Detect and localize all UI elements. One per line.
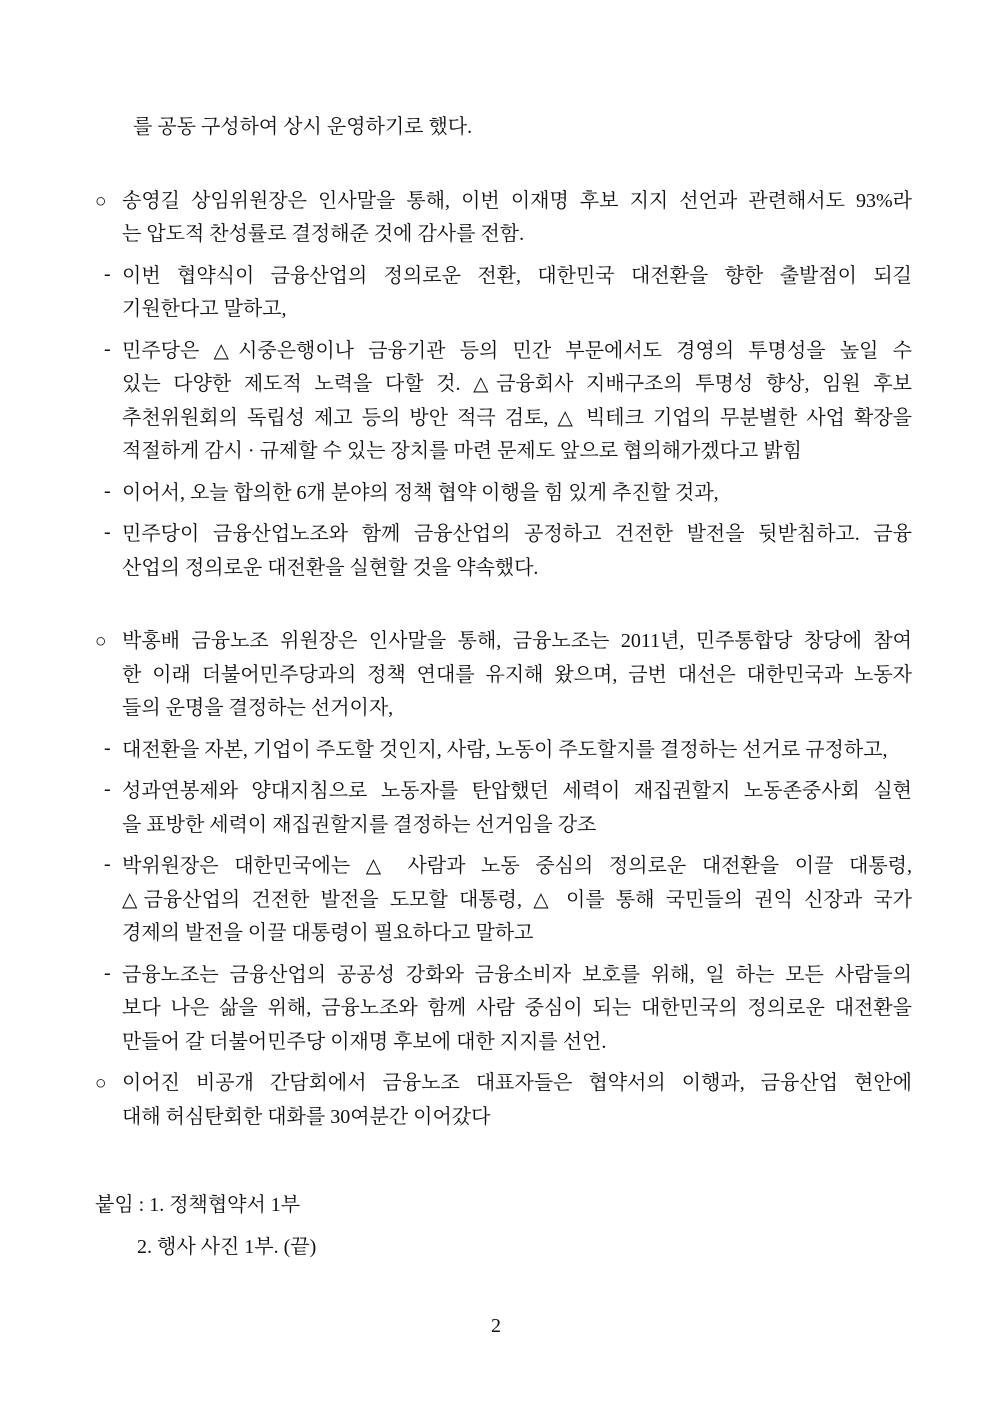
dash-bullet: - (104, 961, 111, 984)
dash-bullet: - (104, 853, 111, 875)
fair-development-promise (104, 518, 912, 585)
text-line: 을 표방한 세력이 재집권할지를 결정하는 선거임을 강조 (122, 813, 597, 836)
president-needed-statement (104, 850, 912, 951)
dash-bullet: - (104, 262, 111, 285)
text-line: 적절하게 감시 · 규제할 수 있는 장치를 마련 문제도 앞으로 협의해가겠다고 밝힘 (122, 440, 802, 462)
text-line: 산업의 정의로운 대전환을 실현할 것을 약속했다. (122, 556, 539, 579)
attachment-line-1 (95, 1189, 912, 1223)
dash-bullet: - (104, 479, 111, 502)
song-youngkil-remarks (95, 185, 912, 252)
text-line: 박위원장은 대한민국에는 △ 사람과 노동 중심의 정의로운 대전환을 이끌 대통령, (122, 855, 912, 877)
six-policy-areas-pledge (104, 477, 912, 511)
text-line: 한 이래 더불어민주당과의 정책 연대를 유지해 왔으며, 금번 대선은 대한민국과 노동자 (122, 663, 912, 686)
democratic-party-measures (104, 335, 912, 469)
dash-bullet: - (104, 778, 111, 800)
text-line: 있는 다양한 제도적 노력을 다할 것. △금융회사 지배구조의 투명성 향상, 임원 후보 (122, 373, 912, 395)
attachment-line-2 (137, 1231, 912, 1265)
text-line: 금융노조는 금융산업의 공공성 강화와 금융소비자 보호를 위해, 일 하는 모든 사람들의 (122, 963, 912, 986)
agreement-ceremony-hope (104, 260, 912, 327)
carryover-sentence (133, 111, 912, 145)
regime-election-emphasis (104, 775, 912, 842)
text-line: △금융산업의 건전한 발전을 도모할 대통령, △ 이를 통해 국민들의 권익 신장과 국가 (122, 888, 912, 911)
circle-bullet: ○ (95, 631, 107, 652)
transition-election-definition (104, 734, 912, 768)
dash-bullet: - (104, 521, 111, 543)
text-line: 대해 허심탄회한 대화를 30여분간 이어갔다 (122, 1105, 491, 1128)
dash-bullet: - (104, 736, 111, 759)
text-line: 이번 협약식이 금융산업의 정의로운 전환, 대한민국 대전환을 향한 출발점이 되길 (122, 264, 912, 287)
text-line: 이어서, 오늘 합의한 6개 분야의 정책 협약 이행을 힘 있게 추진할 것과, (122, 481, 719, 504)
text-line: 송영길 상임위원장은 인사말을 통해, 이번 이재명 후보 지지 선언과 관련해서도 93%라 (122, 189, 912, 212)
private-meeting-paragraph (95, 1067, 912, 1134)
text-line: 는 압도적 찬성률로 결정해준 것에 감사를 전함. (122, 223, 525, 245)
dash-bullet: - (104, 337, 111, 360)
text-line: 대전환을 자본, 기업이 주도할 것인지, 사람, 노동이 주도할지를 결정하는 선거로 규정하고, (122, 738, 888, 761)
text-line: 기원한다고 말하고, (122, 298, 287, 320)
text-line: 경제의 발전을 이끌 대통령이 필요하다고 말하고 (122, 922, 534, 944)
text-line: 박홍배 금융노조 위원장은 인사말을 통해, 금융노조는 2011년, 민주통합당 창당에 참여 (122, 630, 912, 652)
text-line: 들의 운명을 결정하는 선거이자, (122, 697, 394, 719)
text-line: 이어진 비공개 간담회에서 금융노조 대표자들은 협약서의 이행과, 금융산업 현안에 (122, 1072, 912, 1094)
text-line: 보다 나은 삶을 위해, 금융노조와 함께 사람 중심이 되는 대한민국의 정의로운 대전환을 (122, 997, 912, 1019)
text-line: 민주당은 △시중은행이나 금융기관 등의 민간 부문에서도 경영의 투명성을 높일 수 (122, 339, 912, 362)
text-line: 2. 행사 사진 1부. (끝) (137, 1235, 317, 1258)
text-line: 만들어 갈 더불어민주당 이재명 후보에 대한 지지를 선언. (122, 1030, 607, 1053)
text-line: 성과연봉제와 양대지침으로 노동자를 탄압했던 세력이 재집권할지 노동존중사회 실현 (122, 780, 912, 802)
park-hongbae-remarks (95, 625, 912, 726)
text-line: 를 공동 구성하여 상시 운영하기로 했다. (133, 116, 473, 138)
document-body (0, 111, 992, 1264)
circle-bullet: ○ (95, 1073, 107, 1094)
text-line: 붙임 : 1. 정책협약서 1부 (95, 1194, 301, 1216)
text-line: 추천위원회의 독립성 제고 등의 방안 적극 검토, △ 빅테크 기업의 무분별한 사업 확장을 (122, 406, 912, 429)
support-declaration (104, 959, 912, 1060)
text-line: 민주당이 금융산업노조와 함께 금융산업의 공정하고 건전한 발전을 뒷받침하고. 금융 (122, 523, 912, 545)
page-number: 2 (491, 1315, 501, 1337)
circle-bullet: ○ (95, 190, 107, 212)
